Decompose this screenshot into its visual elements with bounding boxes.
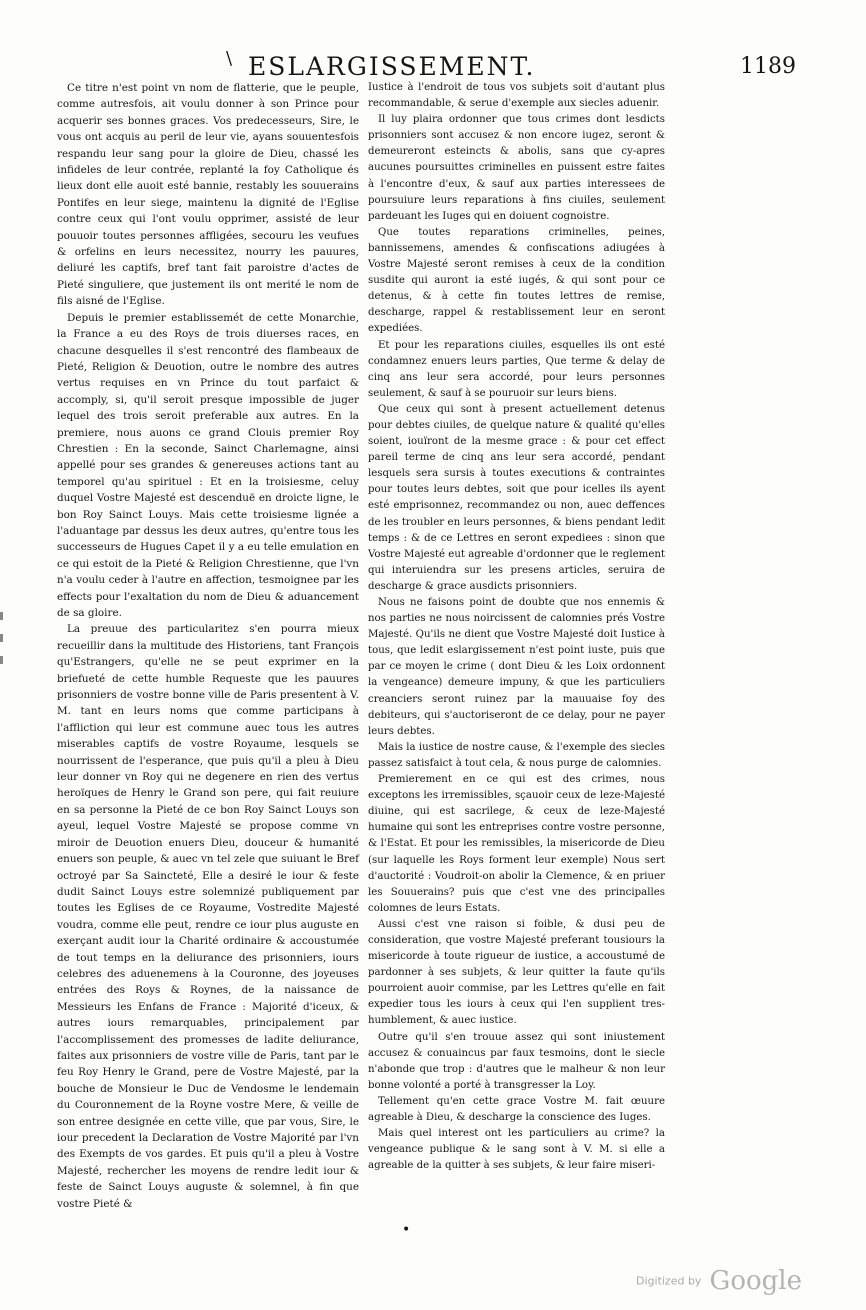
- paragraph: La preuue des particularitez s'en pourra mieux recueillir dans la multitude des Historiens, tant François qu'Estrangers, qu'elle ne se peut exprimer en la briefueté de cette humble Requeste que les pauures prisonniers de vostre bonne ville de Paris presentent à V. M. tant en leurs noms que comme participans à l'affliction qui leur est commune auec tous les autres miserables captifs de vostre Royaume, lesquels se nourrissent de l'esperance, que puis qu'il a pleu à Dieu leur donner vn Roy qui ne degenere en rien des vertus heroïques de Henry le Grand son pere, qui fait reuiure en sa personne la Pieté de ce bon Roy Sainct Louys son ayeul, lequel Vostre Majesté se propose comme vn miroir de Deuotion enuers Dieu, douceur & humanité enuers son peuple, & auec vn tel zele que suiuant le Bref octroyé par Sa Saincteté, Elle a desiré le iour & feste dudit Sainct Louys estre solemnizé publiquement par toutes les Eglises de ce Royaume, Vostredite Majesté voudra, comme elle peut, rendre ce iour plus auguste en exerçant audit iour la Charité ordinaire & accoustumée de tout temps en la deliurance des prisonniers, iours celebres des aduenemens à la Couronne, des joyeuses entrées des Roys & Roynes, de la naissance de Messieurs les Enfans de France : Majorité d'iceux, & autres iours remarquables, principalement par l'accomplissement des promesses de ladite deliurance, faites aux prisonniers de vostre ville de Paris, tant par le feu Roy Henry le Grand, pere de Vostre Majesté, par la bouche de Monsieur le Duc de Vendosme le lendemain du Couronnement de la Royne vostre Mere, & veille de son entree designée en cette ville, que par vous, Sire, le iour precedent la Declaration de Vostre Majorité par l'vn des Exempts de vos gardes. Et puis qu'il a pleu à Vostre Majesté, rechercher les moyens de rendre ledit iour & feste de Sainct Louys auguste & solemnel, à fin que vostre Pieté &: [57, 623, 359, 1210]
- binding-edge-marks: [0, 612, 6, 678]
- paragraph: Que ceux qui sont à present actuellement detenus pour debtes ciuiles, de quelque nature & qualité qu'elles soient, iouïront de la mesme grace : & pour cet effect pareil terme de cinq ans leur sera accordé, pendant lesquels sera sursis à toutes executions & contraintes pour toutes leurs debtes, soit que pour icelles ils ayent esté emprisonnez, recommandez ou non, auec deffences de les troubler en leurs personnes, & biens pendant ledit temps : & de ce Lettres en seront expediees : sinon que Vostre Majesté eut agreable d'ordonner que le reglement qui interuiendra sur les presens articles, seruira de descharge & grace ausdicts prisonniers.: [368, 403, 665, 592]
- header-mark: \: [226, 48, 233, 69]
- paragraph: Il luy plaira ordonner que tous crimes dont lesdicts prisonniers sont accusez & non encore iugez, seront & demeureront esteincts & abolis, sans que cy-apres aucunes poursuittes criminelles en puissent estre faites à l'encontre d'eux, & sauf aux parties interessees de poursuiure leurs reparations à fins ciuiles, seulement pardeuant les Iuges qui en doiuent cognoistre.: [368, 114, 665, 222]
- paragraph: Ce titre n'est point vn nom de flatterie, que le peuple, comme autresfois, ait voulu donner à son Prince pour acquerir ses bonnes graces. Vos predecesseurs, Sire, le vous ont acquis au peril de leur vie, ayans souuentesfois respandu leur sang pour la gloire de Dieu, chassé les infideles de leur contrée, replanté la foy Catholique és lieux dont elle auoit esté bannie, restably les souuerains Pontifes en leur siege, maintenu la dignité de l'Eglise contre ceux qui l'ont voulu opprimer, assisté de leur pouuoir toutes personnes affligées, secouru les veufues & orfelins en leurs necessitez, nourry les pauures, deliuré les captifs, bref tant fait paroistre d'actes de Pieté singuliere, que justement ils ont merité le nom de fils aisné de l'Eglise.: [57, 82, 359, 308]
- paragraph: Outre qu'il s'en trouue assez qui sont iniustement accusez & conuaincus par faux tesmoins, dont le siecle n'abonde que trop : d'autres que le malheur & non leur bonne volonté a porté à transgresser la Loy.: [368, 1031, 665, 1091]
- paragraph: Mais la iustice de nostre cause, & l'exemple des siecles passez satisfaict à tout cela, & nous purge de calomnies.: [368, 741, 665, 769]
- paragraph: Et pour les reparations ciuiles, esquelles ils ont esté condamnez enuers leurs parties, Que terme & delay de cinq ans leur sera accordé, pour leurs personnes seulement, & sauf à se pouruoir sur leurs biens.: [368, 339, 665, 399]
- edge-mark: [0, 656, 3, 664]
- watermark-by-text: Digitized by: [636, 1274, 702, 1288]
- paragraph: Depuis le premier establissemét de cette Monarchie, la France a eu des Roys de trois diuerses races, en chacune desquelles il s'est rencontré des flambeaux de Pieté, Religion & Deuotion, outre le nombre des autres vertus requises en vn Prince du tout parfaict & accomply, si, qu'il seroit presque impossible de juger lequel des trois seroit preferable aux autres. En la premiere, nous auons ce grand Clouis premier Roy Chrestien : En la seconde, Sainct Charlemagne, ainsi appellé pour ses grandes & genereuses actions tant au temporel qu'au spirituel : Et en la troisiesme, celuy duquel Vostre Majesté est descenduë en droicte ligne, le bon Roy Sainct Louys. Mais cette troisiesme lignée a l'aduantage par dessus les deux autres, qu'entre tous les successeurs de Hugues Capet il y a eu telle emulation en ce qui estoit de la Pieté & Religion Chrestienne, que l'vn n'a voulu ceder à l'autre en affection, tesmoignee par les effects pour l'exaltation du nom de Dieu & aduancement de sa gloire.: [57, 311, 359, 619]
- right-column: [368, 80, 665, 1174]
- paragraph: Nous ne faisons point de doubte que nos ennemis & nos parties ne nous noircissent de calomnies prés Vostre Majesté. Qu'ils ne dient que Vostre Majesté doit Iustice à tous, que ledit eslargissement n'est point iuste, puis que par ce moyen le crime ( dont Dieu & les Loix ordonnent la vengeance) demeure impuny, & que les particuliers creanciers seront ruinez par la mauuaise foy des debiteurs, qui s'auctoriseront de ce delay, pour ne payer leurs debtes.: [368, 597, 665, 737]
- google-logo: Google: [709, 1266, 802, 1296]
- running-title: ESLARGISSEMENT.: [248, 52, 536, 81]
- paragraph: Aussi c'est vne raison si foible, & dusi peu de consideration, que vostre Majesté preferant tousiours la misericorde à toute rigueur de iustice, a accoustumé de pardonner à ses subjets, & leur quitter la faute qu'ils pourroient auoir commise, par les Lettres qu'elle en fait expedier tous les iours à ceux qui l'en supplient tres-humblement, & auec iustice.: [368, 918, 665, 1027]
- paragraph: Iustice à l'endroit de tous vos subjets soit d'autant plus recommandable, & serue d'exemple aux siecles aduenir.: [368, 82, 665, 110]
- page-bullet: •: [402, 1222, 411, 1238]
- paragraph: Tellement qu'en cette grace Vostre M. fait œuure agreable à Dieu, & descharge la conscience des Iuges.: [368, 1095, 665, 1123]
- paragraph: Mais quel interest ont les particuliers au crime? la vengeance publique & le sang sont à V. M. si elle a agreable de la quitter à ses subjets, & leur faire miseri-: [368, 1128, 665, 1172]
- edge-mark: [0, 612, 3, 620]
- left-column: [57, 80, 359, 1212]
- edge-mark: [0, 634, 3, 642]
- page-number: 1189: [740, 54, 796, 79]
- page-header: [0, 48, 866, 82]
- paragraph: Que toutes reparations criminelles, peines, bannissemens, amendes & confiscations adiugées à Vostre Majesté seront remises à ceux de la condition susdite qui auront ia esté iugés, & qui sont pour ce detenus, & à cette fin toutes lettres de remise, descharge, rappel & restablissement leur en seront expediées.: [368, 226, 665, 335]
- digitized-watermark: [636, 1266, 802, 1296]
- paragraph: Premierement en ce qui est des crimes, nous exceptons les irremissibles, sçauoir ceux de leze-Majesté diuine, qui est sacrilege, & ceux de leze-Majesté humaine qui sont les entreprises contre vostre personne, & l'Estat. Et pour les remissibles, la misericorde de Dieu (sur laquelle les Roys forment leur exemple) Nous sert d'auctorité : Voudroit-on abolir la Clemence, & en priuer les Souuerains? puis que c'est vne des principalles colomnes de leurs Estats.: [368, 774, 665, 914]
